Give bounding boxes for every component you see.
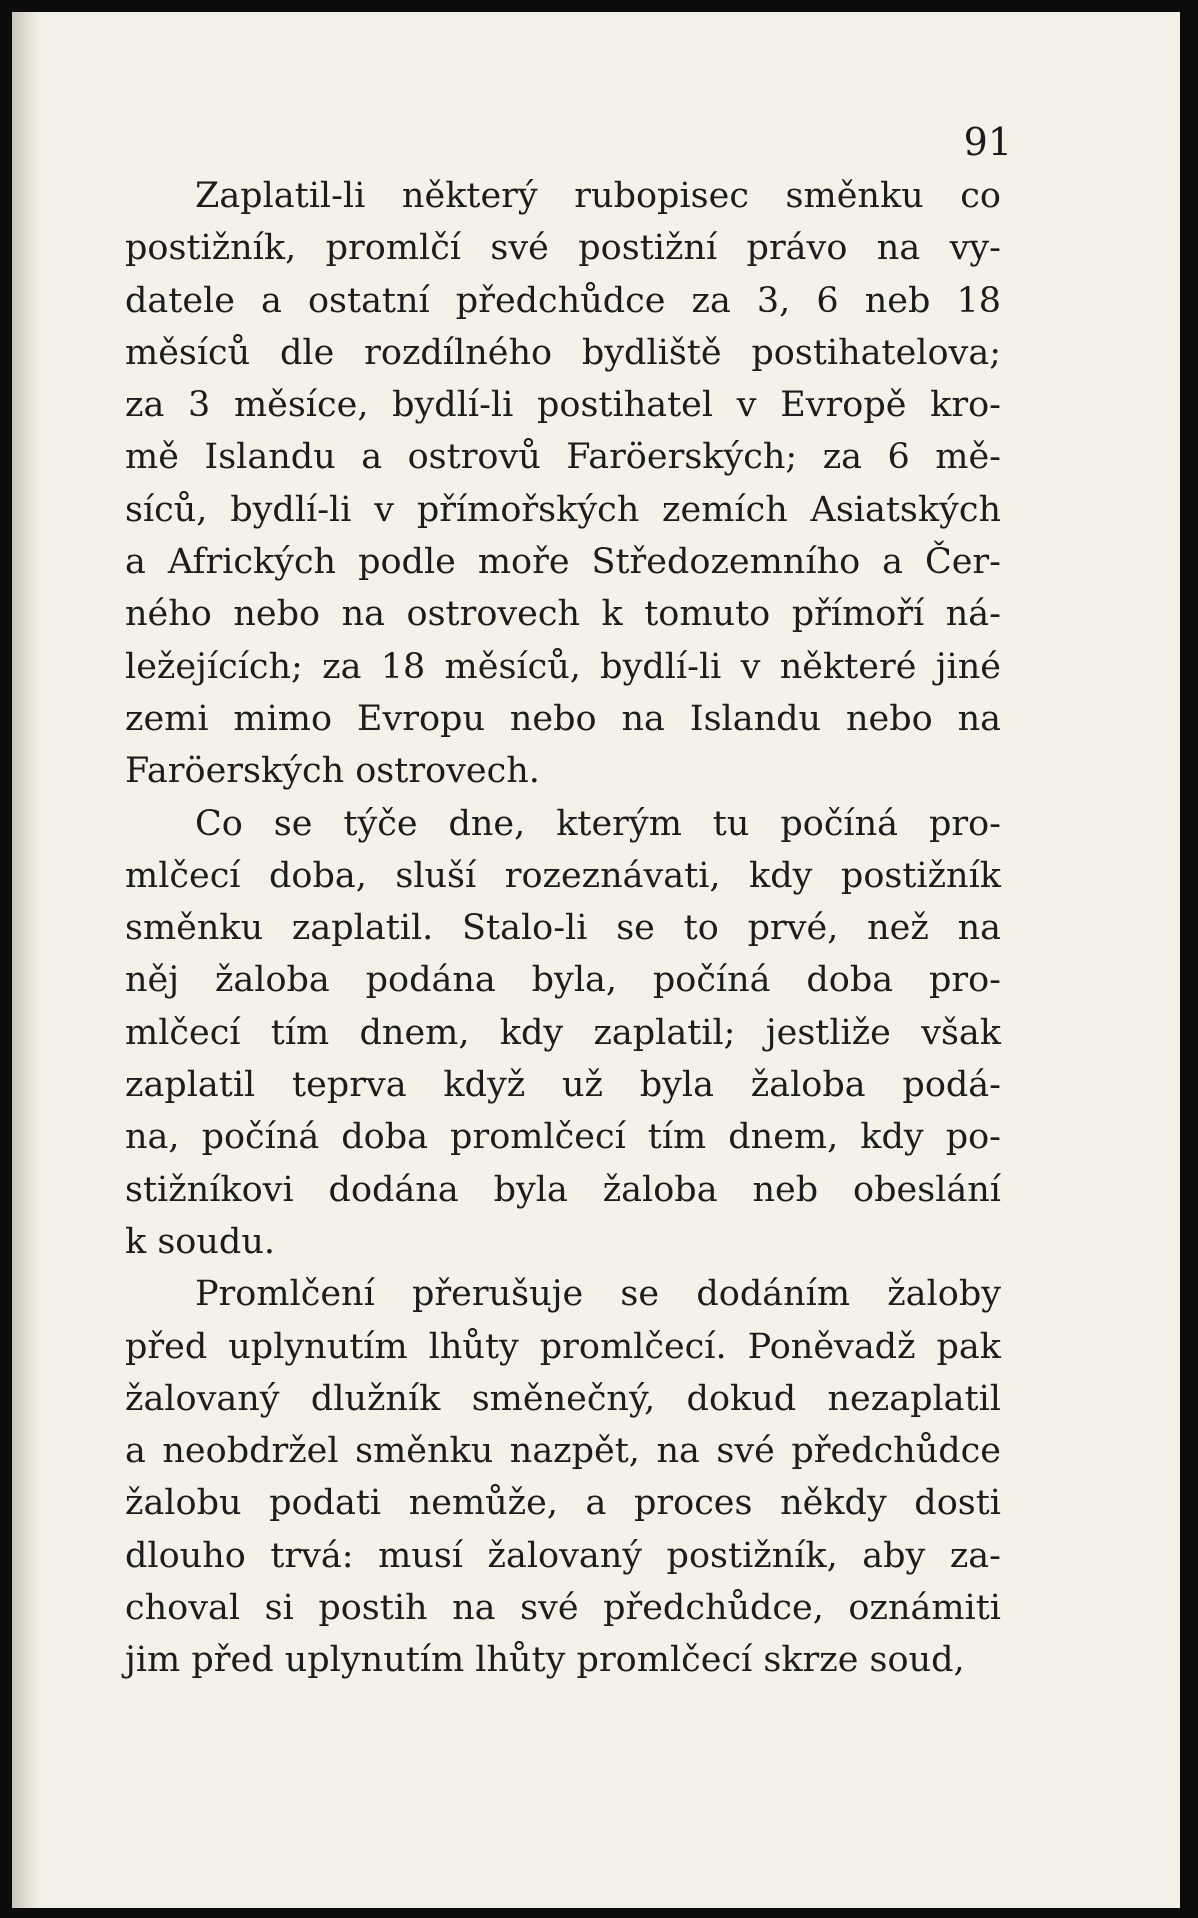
text-line: a Afrických podle moře Středozemního a Čer- [125, 542, 1001, 583]
text-line: ležejících; za 18 měsíců, bydlí-li v některé jiné [125, 646, 1001, 687]
text-line: mlčecí doba, sluší rozeznávati, kdy postižník [125, 855, 1001, 896]
body-text [125, 170, 1001, 1687]
text-line: zemi mimo Evropu nebo na Islandu nebo na [125, 698, 1001, 739]
text-line: mě Islandu a ostrovů Faröerských; za 6 mě- [125, 437, 1001, 478]
text-line: stižníkovi dodána byla žaloba neb obeslání [125, 1169, 1001, 1210]
page-number: 91 [963, 120, 1012, 164]
text-line: něj žaloba podána byla, počíná doba pro- [125, 960, 1001, 1001]
text-line: a neobdržel směnku nazpět, na své předchůdce [125, 1431, 1001, 1472]
text-line: jim před uplynutím lhůty promlčecí skrze soud, [125, 1640, 965, 1681]
page-binding-edge [12, 12, 42, 1908]
text-line: Promlčení přerušuje se dodáním žaloby [195, 1274, 1001, 1315]
text-line: mlčecí tím dnem, kdy zaplatil; jestliže však [125, 1012, 1001, 1053]
text-line: dlouho trvá: musí žalovaný postižník, aby za- [125, 1535, 1001, 1576]
text-line: k soudu. [125, 1221, 275, 1262]
text-line: datele a ostatní předchůdce za 3, 6 neb 18 [125, 280, 1001, 321]
text-line: síců, bydlí-li v přímořských zemích Asiatských [125, 489, 1001, 530]
text-line: postižník, promlčí své postižní právo na vy- [125, 228, 1001, 269]
text-line: ného nebo na ostrovech k tomuto přímoří ná- [125, 594, 1001, 635]
book-page [12, 12, 1180, 1908]
text-line: měsíců dle rozdílného bydliště postihatelova; [125, 332, 1001, 373]
text-line: směnku zaplatil. Stalo-li se to prvé, než na [125, 908, 1001, 949]
text-line: žalobu podati nemůže, a proces někdy dosti [125, 1483, 1001, 1524]
text-line: za 3 měsíce, bydlí-li postihatel v Evropě kro- [125, 385, 1001, 426]
text-line: na, počíná doba promlčecí tím dnem, kdy po- [125, 1117, 1001, 1158]
text-line: před uplynutím lhůty promlčecí. Poněvadž pak [125, 1326, 1001, 1367]
text-line: Co se týče dne, kterým tu počíná pro- [195, 803, 1001, 844]
text-line: žalovaný dlužník směnečný, dokud nezaplatil [125, 1378, 1001, 1419]
text-line: zaplatil teprva když už byla žaloba podá- [125, 1065, 1001, 1106]
text-line: choval si postih na své předchůdce, oznámiti [125, 1588, 1001, 1629]
text-line: Zaplatil-li některý rubopisec směnku co [195, 176, 1001, 216]
text-line: Faröerských ostrovech. [125, 751, 540, 792]
